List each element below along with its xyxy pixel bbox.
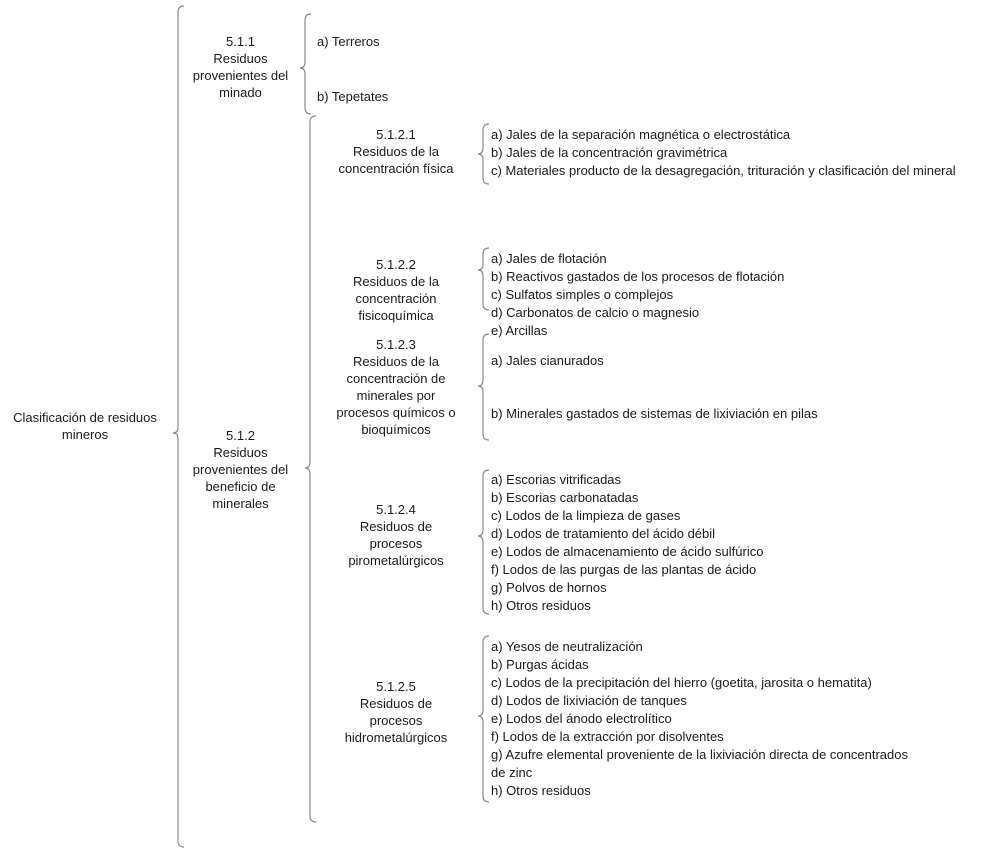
- subgroup-title-line: minerales por: [356, 388, 436, 403]
- subgroup-5122-label: [316, 256, 476, 324]
- list-item: e) Arcillas: [491, 323, 548, 338]
- list-item: e) Lodos del ánodo electrolítico: [491, 711, 672, 726]
- subgroup-title-line: procesos químicos o: [336, 405, 456, 420]
- group-512-bracket: [305, 116, 316, 822]
- root-label-line: Clasificación de residuos: [13, 410, 157, 425]
- subgroup-title-line: Residuos de la: [353, 274, 439, 289]
- list-item: b) Reactivos gastados de los procesos de flotación: [491, 269, 785, 284]
- sub-5121-bracket: [478, 124, 489, 184]
- list-item: f) Lodos de las purgas de las plantas de ácido: [491, 562, 757, 577]
- group-511-label: [178, 33, 303, 101]
- group-code: 5.1.1: [226, 34, 255, 49]
- list-item: c) Lodos de la limpieza de gases: [491, 508, 681, 523]
- group-512-label: [178, 427, 303, 512]
- subgroup-title-line: procesos: [369, 536, 423, 551]
- sub-5125-bracket: [478, 636, 489, 802]
- subgroup-title-line: concentración: [355, 291, 437, 306]
- list-item: b) Escorias carbonatadas: [491, 490, 639, 505]
- list-item: de zinc: [491, 765, 533, 780]
- subgroup-title-line: hidrometalúrgicos: [344, 730, 448, 745]
- list-item: b) Minerales gastados de sistemas de lixiviación en pilas: [491, 406, 818, 421]
- subgroup-5121-label: [316, 126, 476, 177]
- list-item: c) Sulfatos simples o complejos: [491, 287, 674, 302]
- list-item: a) Terreros: [317, 34, 380, 49]
- subgroup-code: 5.1.2.2: [376, 257, 416, 272]
- subgroup-title-line: concentración de: [346, 371, 446, 386]
- list-item: g) Azufre elemental proveniente de la lixiviación directa de concentrados: [491, 747, 908, 762]
- root-label: [0, 409, 170, 443]
- list-item: c) Materiales producto de la desagregación, trituración y clasificación del mineral: [491, 163, 956, 178]
- subgroup-5124-items: [491, 471, 763, 615]
- group-title-line: provenientes del: [192, 462, 289, 477]
- group-title-line: Residuos: [213, 445, 268, 460]
- group-title-line: minerales: [212, 496, 269, 511]
- list-item: h) Otros residuos: [491, 783, 591, 798]
- subgroup-title-line: bioquímicos: [361, 422, 431, 437]
- list-item: d) Lodos de lixiviación de tanques: [491, 693, 687, 708]
- subgroup-5123-label: [316, 336, 476, 438]
- list-item: e) Lodos de almacenamiento de ácido sulfúrico: [491, 544, 764, 559]
- subgroup-code: 5.1.2.5: [376, 679, 416, 694]
- list-item: a) Yesos de neutralización: [491, 639, 643, 654]
- sub-5123-bracket: [478, 334, 489, 440]
- group-title-line: provenientes del: [192, 68, 289, 83]
- subgroup-title-line: Residuos de: [359, 696, 433, 711]
- list-item: d) Lodos de tratamiento del ácido débil: [491, 526, 716, 541]
- group-title-line: Residuos: [213, 51, 268, 66]
- subgroup-5125-label: [316, 678, 476, 746]
- list-item: c) Lodos de la precipitación del hierro (goetita, jarosita o hematita): [491, 675, 872, 690]
- list-item: a) Escorias vitrificadas: [491, 472, 622, 487]
- list-item: a) Jales de la separación magnética o electrostática: [491, 127, 791, 142]
- subgroup-title-line: procesos: [369, 713, 423, 728]
- group-title-line: minado: [219, 85, 262, 100]
- list-item: a) Jales cianurados: [491, 353, 604, 368]
- subgroup-title-line: fisicoquímica: [358, 308, 434, 323]
- subgroup-title-line: Residuos de: [359, 519, 433, 534]
- list-item: g) Polvos de hornos: [491, 580, 607, 595]
- list-item: b) Jales de la concentración gravimétrica: [491, 145, 728, 160]
- subgroup-5122-items: [491, 250, 784, 340]
- sub-5124-bracket: [478, 470, 489, 614]
- list-item: a) Jales de flotación: [491, 251, 607, 266]
- subgroup-title-line: concentración física: [338, 161, 454, 176]
- subgroup-5124-label: [316, 501, 476, 569]
- list-item: h) Otros residuos: [491, 598, 591, 613]
- subgroup-5125-items: [491, 638, 908, 800]
- list-item: b) Tepetates: [317, 89, 389, 104]
- subgroup-title-line: Residuos de la: [353, 354, 439, 369]
- subgroup-code: 5.1.2.3: [376, 337, 416, 352]
- subgroup-code: 5.1.2.4: [376, 502, 416, 517]
- subgroup-5121-items: [491, 126, 956, 180]
- subgroup-title-line: pirometalúrgicos: [348, 553, 444, 568]
- list-item: d) Carbonatos de calcio o magnesio: [491, 305, 700, 320]
- root-label-line: mineros: [61, 427, 109, 442]
- list-item: b) Purgas ácidas: [491, 657, 589, 672]
- subgroup-title-line: Residuos de la: [353, 144, 439, 159]
- group-title-line: beneficio de: [205, 479, 276, 494]
- subgroup-code: 5.1.2.1: [376, 127, 416, 142]
- list-item: f) Lodos de la extracción por disolventes: [491, 729, 724, 744]
- sub-5122-bracket: [478, 248, 489, 310]
- group-code: 5.1.2: [226, 428, 255, 443]
